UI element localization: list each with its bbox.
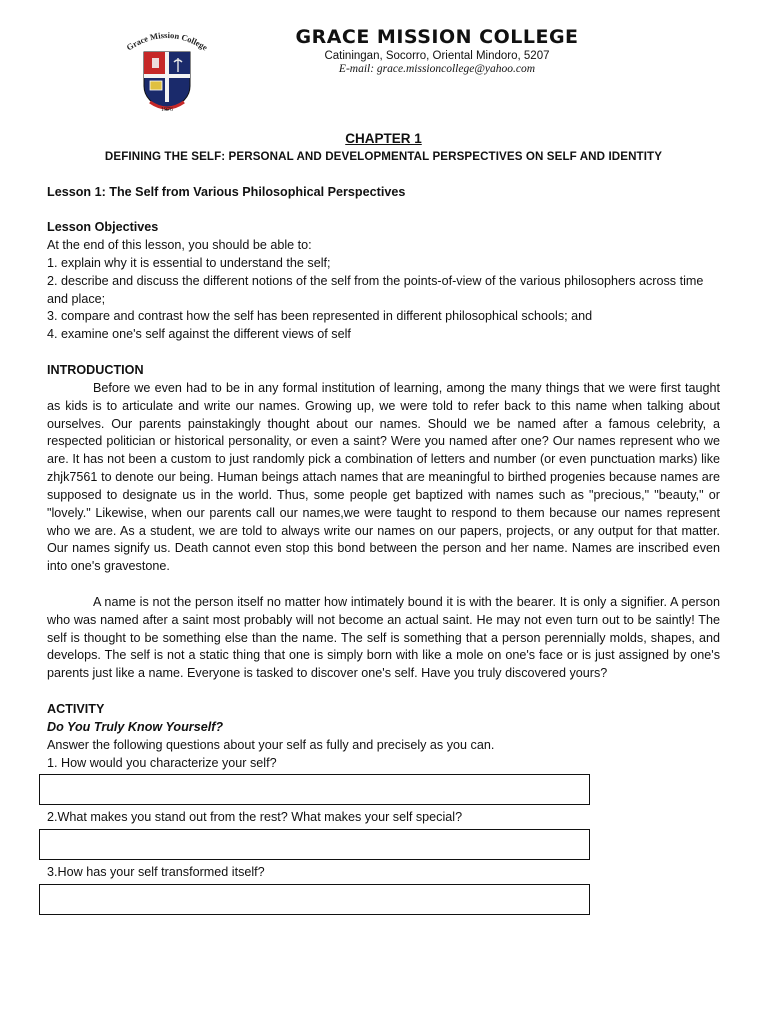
introduction-paragraph: Before we even had to be in any formal institution of learning, among the many things that we were first taught as kids is to articulate and write our names. Growing up, we were told to refer back to this name when talking about ourselves. Our parents painstakingly thought about our names. Should we be named after a famous celebrity, a respected politician or historical personality, or even a saint? Were you named after one? Our names represent who we are. It has not been a custom to just randomly pick a combination of letters and number (or even punctuation marks) like zhjk7561 to denote our being. Human beings attach names that are meaningful to birthed progenies because names are supposed to designate us in the world. Thus, some people get baptized with names such as "precious," "beauty," or "lovely." Likewise, when our parents call our names,we were taught to respond to them because our names represent who we are. As a student, we are told to always write our names on our papers, projects, or any output for that matter. Our names signify us. Death cannot even stop this bond between the person and her name. Names are inscribed even into one's gravestone. [47, 380, 720, 574]
activity-instructions: Answer the following questions about your self as fully and precisely as you can. [47, 737, 495, 752]
answer-box-1[interactable] [39, 774, 590, 805]
svg-text:1976: 1976 [161, 107, 173, 113]
college-address: Catiningan, Socorro, Oriental Mindoro, 5207 [324, 50, 550, 62]
answer-box-2[interactable] [39, 829, 590, 860]
question-2: 2.What makes you stand out from the rest? What makes your self special? [47, 810, 463, 825]
chapter-title: CHAPTER 1 [345, 131, 422, 146]
objective-item: 1. explain why it is essential to understand the self; [47, 255, 331, 270]
question-3: 3.How has your self transformed itself? [47, 865, 265, 880]
chapter-subtitle: DEFINING THE SELF: PERSONAL AND DEVELOPMENTAL PERSPECTIVES ON SELF AND IDENTITY [104, 149, 663, 163]
activity-title: Do You Truly Know Yourself? [47, 719, 224, 734]
objectives-intro: At the end of this lesson, you should be able to: [47, 238, 312, 253]
question-1: 1. How would you characterize your self? [47, 755, 277, 770]
answer-box-3[interactable] [39, 884, 590, 915]
introduction-paragraph: A name is not the person itself no matter how intimately bound it is with the bearer. It is only a signifier. A person who was named after a saint most probably will not become an actual saint. He may not even turn out to be saintly! The self is thought to be something else than the name. The self is something that a person perennially molds, shapes, and develops. The self is not a static thing that one is simply born with like a mole on one's face or is just assigned by one's parents just like a name. Everyone is tasked to discover one's self. Have you truly discovered yours? [47, 594, 720, 681]
college-email: E-mail: grace.missioncollege@yahoo.com [338, 63, 536, 75]
objective-item: 2. describe and discuss the different notions of the self from the points-of-view of the various philosophers across time and place; [47, 273, 704, 306]
document-body [47, 130, 720, 919]
introduction-heading: INTRODUCTION [47, 362, 144, 377]
svg-text:Grace Mission College: Grace Mission College [124, 29, 210, 53]
objectives-heading: Lesson Objectives [47, 220, 159, 235]
document-header [250, 26, 624, 76]
objective-item: 3. compare and contrast how the self has been represented in different philosophical schools; and [47, 309, 593, 324]
college-name: GRACE MISSION COLLEGE [295, 26, 579, 48]
activity-heading: ACTIVITY [47, 702, 105, 716]
lesson-title: Lesson 1: The Self from Various Philosophical Perspectives [47, 184, 406, 199]
objective-item: 4. examine one's self against the different views of self [47, 327, 351, 342]
college-seal-logo [122, 28, 212, 114]
